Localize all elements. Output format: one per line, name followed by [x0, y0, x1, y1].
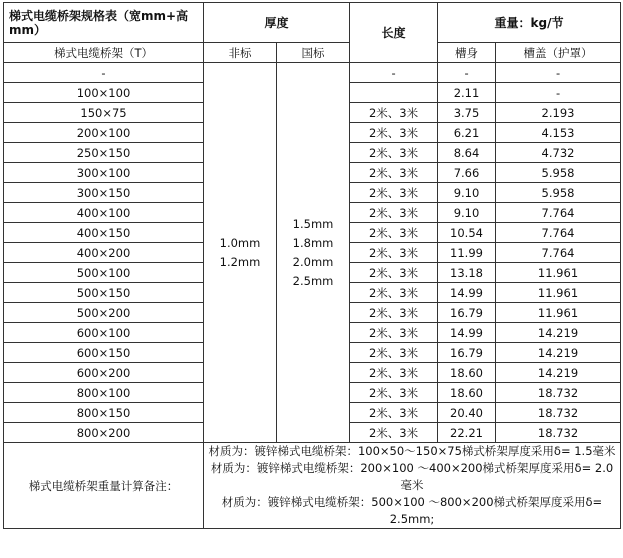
cover-cell: 18.732 [496, 383, 621, 403]
length-header: 长度 [350, 3, 438, 63]
body-cell: 16.79 [438, 343, 496, 363]
thickness-value: 1.0mm [219, 235, 261, 250]
weight-header: 重量：kg/节 [438, 3, 621, 43]
spec-cell: 100×100 [4, 83, 204, 103]
spec-cell: 800×150 [4, 403, 204, 423]
thickness-value: 1.8mm [292, 235, 334, 250]
cover-cell: 5.958 [496, 163, 621, 183]
length-cell: 2米、3米 [350, 403, 438, 423]
body-cell: 10.54 [438, 223, 496, 243]
length-cell: 2米、3米 [350, 163, 438, 183]
spec-cell: 200×100 [4, 123, 204, 143]
note-line: 材质为：镀锌梯式电缆桥架：100×50～150×75梯式桥架厚度采用δ= 1.5毫米 [208, 444, 616, 458]
length-cell: 2米、3米 [350, 283, 438, 303]
length-cell: 2米、3米 [350, 303, 438, 323]
thickness-value: 1.5mm [292, 216, 334, 231]
body-cell: 8.64 [438, 143, 496, 163]
spec-cell: 500×100 [4, 263, 204, 283]
cover-cell: 4.732 [496, 143, 621, 163]
spec-cell: 800×200 [4, 423, 204, 443]
body-cell: 11.99 [438, 243, 496, 263]
national-standard-header: 国标 [277, 43, 350, 63]
body-cell: 14.99 [438, 283, 496, 303]
cover-cell: 14.219 [496, 323, 621, 343]
notes-label: 梯式电缆桥架重量计算备注： [4, 443, 204, 529]
cover-cell: 4.153 [496, 123, 621, 143]
cover-cell: 18.732 [496, 423, 621, 443]
spec-cell: - [4, 63, 204, 83]
cover-cell: - [496, 83, 621, 103]
cover-cell: 7.764 [496, 203, 621, 223]
spec-cell: 600×100 [4, 323, 204, 343]
thickness-value: 1.2mm [219, 254, 261, 269]
length-cell: 2米、3米 [350, 183, 438, 203]
body-cell: 18.60 [438, 383, 496, 403]
table-row [4, 63, 621, 83]
note-line: 材质为：镀锌梯式电缆桥架：500×100 ～800×200梯式桥架厚度采用δ= 2.5mm; [221, 495, 603, 526]
body-cell: 22.21 [438, 423, 496, 443]
length-cell: 2米、3米 [350, 243, 438, 263]
non-standard-thickness-cell [204, 63, 277, 443]
spec-cell: 600×150 [4, 343, 204, 363]
spec-table [3, 2, 621, 529]
body-cell: 9.10 [438, 203, 496, 223]
length-cell: 2米、3米 [350, 203, 438, 223]
cover-cell: 11.961 [496, 263, 621, 283]
non-standard-header: 非标 [204, 43, 277, 63]
cover-cell: - [496, 63, 621, 83]
body-cell: 20.40 [438, 403, 496, 423]
thickness-value: 2.5mm [292, 273, 334, 288]
body-cell: 13.18 [438, 263, 496, 283]
length-cell: 2米、3米 [350, 343, 438, 363]
spec-cell: 500×200 [4, 303, 204, 323]
spec-cell: 250×150 [4, 143, 204, 163]
spec-cell: 300×150 [4, 183, 204, 203]
cover-cell: 11.961 [496, 303, 621, 323]
cover-cell: 14.219 [496, 343, 621, 363]
length-cell: 2米、3米 [350, 363, 438, 383]
body-cell: 3.75 [438, 103, 496, 123]
length-cell: 2米、3米 [350, 103, 438, 123]
type-label: 梯式电缆桥架（T） [4, 43, 204, 63]
thickness-header: 厚度 [204, 3, 350, 43]
table-title: 梯式电缆桥架规格表（宽mm+高mm） [4, 3, 204, 43]
cover-cell: 11.961 [496, 283, 621, 303]
header-row-2 [4, 43, 621, 63]
body-cell: 9.10 [438, 183, 496, 203]
length-cell: 2米、3米 [350, 383, 438, 403]
cover-cell: 14.219 [496, 363, 621, 383]
length-cell: 2米、3米 [350, 323, 438, 343]
note-line: 材质为：镀锌梯式电缆桥架：200×100 ～400×200梯式桥架厚度采用δ= 2.0毫米 [210, 461, 614, 492]
spec-cell: 800×100 [4, 383, 204, 403]
length-cell: - [350, 63, 438, 83]
spec-cell: 400×100 [4, 203, 204, 223]
spec-cell: 150×75 [4, 103, 204, 123]
body-cell: 18.60 [438, 363, 496, 383]
length-cell [350, 83, 438, 103]
length-cell: 2米、3米 [350, 263, 438, 283]
header-row-1 [4, 3, 621, 43]
notes-cell [204, 443, 621, 529]
spec-cell: 300×100 [4, 163, 204, 183]
notes-row [4, 443, 621, 529]
body-weight-header: 槽身 [438, 43, 496, 63]
cover-cell: 7.764 [496, 243, 621, 263]
length-cell: 2米、3米 [350, 123, 438, 143]
body-cell: 14.99 [438, 323, 496, 343]
length-cell: 2米、3米 [350, 423, 438, 443]
cover-cell: 18.732 [496, 403, 621, 423]
spec-cell: 400×200 [4, 243, 204, 263]
body-cell: 16.79 [438, 303, 496, 323]
spec-cell: 600×200 [4, 363, 204, 383]
cover-cell: 7.764 [496, 223, 621, 243]
spec-cell: 500×150 [4, 283, 204, 303]
cover-weight-header: 槽盖（护罩） [496, 43, 621, 63]
data-rows [4, 63, 621, 443]
body-cell: 2.11 [438, 83, 496, 103]
cover-cell: 2.193 [496, 103, 621, 123]
body-cell: 7.66 [438, 163, 496, 183]
body-cell: - [438, 63, 496, 83]
length-cell: 2米、3米 [350, 223, 438, 243]
national-standard-thickness-cell [277, 63, 350, 443]
thickness-value: 2.0mm [292, 254, 334, 269]
body-cell: 6.21 [438, 123, 496, 143]
cover-cell: 5.958 [496, 183, 621, 203]
spec-cell: 400×150 [4, 223, 204, 243]
length-cell: 2米、3米 [350, 143, 438, 163]
